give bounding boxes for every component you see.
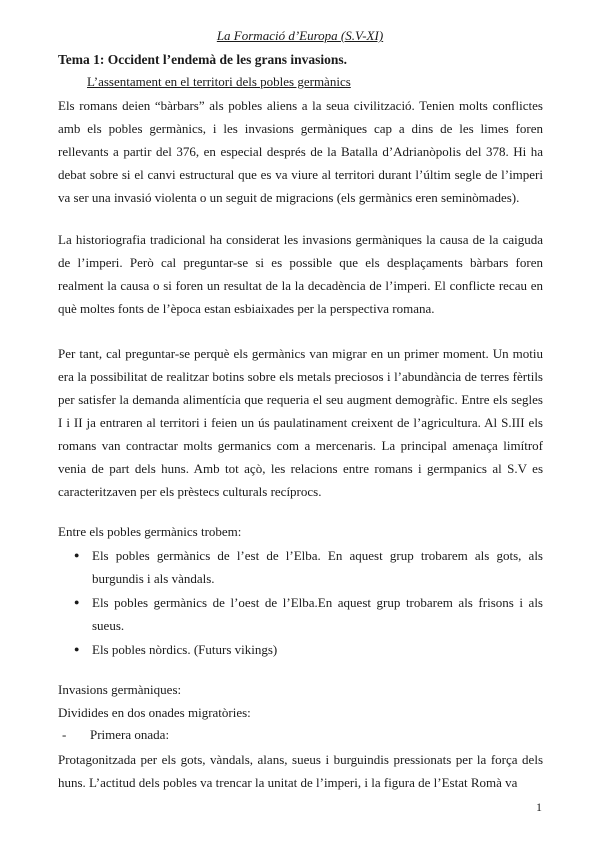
- page-number: 1: [536, 800, 542, 814]
- dash-marker: -: [62, 727, 67, 742]
- paragraph-barbarians: Els romans deien “bàrbars” als pobles aliens a la seua civilització. Tenien molts conflictes amb els pobles germànics, i les invasions germàniques cap a dins de les limes foren rellevants a partir del 376, en especial després de la Batalla d’Adrianòpolis del 378. Hi ha debat sobre si el canvi estructural que es va viure al territori durant l’últim segle de l’imperi va ser una invasió violenta o un seguit de migracions (els germànics eren seminòmades).: [58, 98, 543, 205]
- list-item: ● Els pobles germànics de l’est de l’Elba. En aquest grup trobarem als gots, als burgundis i als vàndals.: [58, 544, 543, 590]
- paragraph-first-wave: Protagonitzada per els gots, vàndals, alans, sueus i burguindis pressionats per la força dels huns. L’actitud dels pobles va trencar la unitat de l’imperi, i la figura de l’Estat Romà va: [58, 752, 543, 790]
- list-intro: Entre els pobles germànics trobem:: [58, 524, 242, 539]
- first-wave-item: [62, 727, 169, 743]
- first-wave-label: Primera onada:: [90, 727, 170, 742]
- paragraph-migration-causes: Per tant, cal preguntar-se perquè els germànics van migrar en un primer moment. Un motiu era la possibilitat de realitzar botins sobre els metals preciosos i l’abundància de terres fèrtils per satisfer la demanda alimentícia que requeria el seu augment demogràfic. Entre els segles I i II ja entraren al territori i feien un ús paulatinament creixent de l’agricultura. Al S.III els romans van contractar molts germanics com a mercenaris. La principal amenaça limítrof venia de part dels huns. Amb tot açò, les relacions entre romans i germpanics al S.V es caracteritzaven per els prèstecs culturals recíprocs.: [58, 346, 543, 499]
- paragraph-historiography: La historiografia tradicional ha considerat les invasions germàniques la causa de la caiguda de l’imperi. Però cal preguntar-se si es possible que els desplaçaments bàrbars foren realment la causa o si foren un resultat de la la decadència de l’imperi. El conflicte recau en què moltes fonts de l’època estan esbiaixades per la perspectiva romana.: [58, 232, 543, 316]
- section-subtitle: L’assentament en el territori dels pobles germànics: [87, 74, 351, 89]
- invasions-subheading: Dividides en dos onades migratòries:: [58, 705, 251, 720]
- peoples-list: [58, 544, 543, 662]
- topic-title: Tema 1: Occident l’endemà de les grans invasions.: [58, 52, 348, 67]
- invasions-heading: Invasions germàniques:: [58, 682, 182, 697]
- running-header: La Formació d’Europa (S.V-XI): [216, 28, 384, 43]
- list-item: ● Els pobles nòrdics. (Futurs vikings): [58, 638, 543, 661]
- list-item: ● Els pobles germànics de l’oest de l’Elba.En aquest grup trobarem als frisons i als sueus.: [58, 591, 543, 637]
